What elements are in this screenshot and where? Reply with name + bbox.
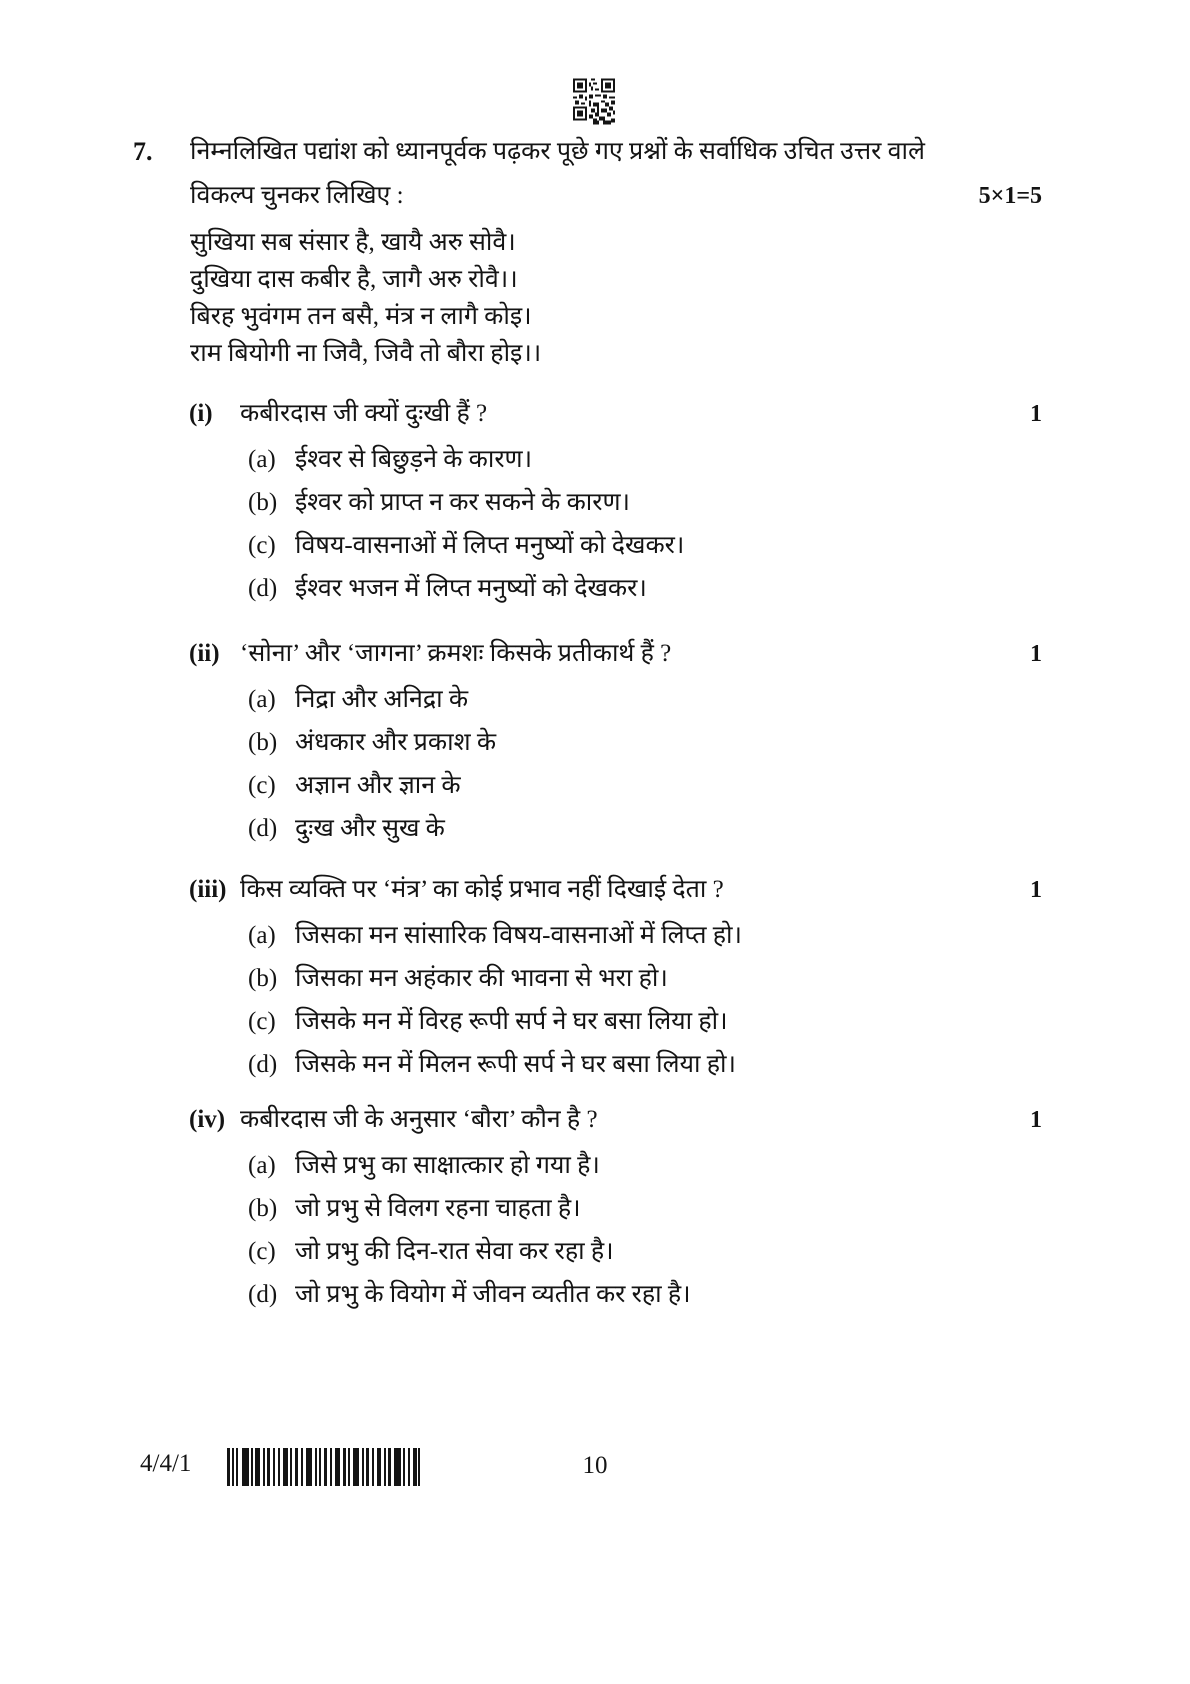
sub-question-number: (iii) — [189, 876, 227, 903]
option-row — [133, 524, 1042, 567]
option-row — [133, 721, 1042, 764]
option-label: (a) — [248, 686, 276, 713]
option-label: (c) — [248, 1008, 276, 1035]
option-text: ईश्वर को प्राप्त न कर सकने के कारण। — [295, 489, 631, 516]
qr-code-icon — [573, 78, 615, 125]
option-row — [133, 567, 1042, 610]
option-label: (b) — [248, 729, 278, 756]
option-row — [133, 1187, 1042, 1230]
option-label: (a) — [248, 922, 276, 949]
poem-passage — [190, 224, 1042, 372]
option-label: (c) — [248, 1238, 276, 1265]
sub-question-marks: 1 — [1030, 401, 1042, 427]
sub-question-number: (iv) — [189, 1106, 226, 1133]
option-text: जिसके मन में विरह रूपी सर्प ने घर बसा लिया हो। — [295, 1008, 728, 1035]
sub-question-iii — [133, 868, 1042, 1086]
option-text: अंधकार और प्रकाश के — [295, 729, 497, 756]
option-label: (b) — [248, 1195, 278, 1222]
option-text: ईश्वर भजन में लिप्त मनुष्यों को देखकर। — [295, 575, 647, 602]
total-marks: 5×1=5 — [978, 183, 1042, 209]
option-label: (a) — [248, 446, 276, 473]
option-row — [133, 914, 1042, 957]
sub-question-i — [133, 392, 1042, 610]
option-text: जिसका मन सांसारिक विषय-वासनाओं में लिप्त हो। — [295, 922, 742, 949]
option-row — [133, 678, 1042, 721]
option-text: दुःख और सुख के — [295, 815, 445, 842]
page-number: 10 — [582, 1452, 608, 1479]
option-label: (d) — [248, 815, 278, 842]
option-text: जिसका मन अहंकार की भावना से भरा हो। — [295, 965, 668, 992]
option-label: (c) — [248, 772, 276, 799]
poem-line: बिरह भुवंगम तन बसै, मंत्र न लागै कोइ। — [190, 303, 532, 330]
question-7-block — [133, 130, 1042, 1316]
option-label: (d) — [248, 575, 278, 602]
sub-question-text: किस व्यक्ति पर ‘मंत्र’ का कोई प्रभाव नहीं दिखाई देता ? — [240, 876, 724, 903]
option-text: जिसे प्रभु का साक्षात्कार हो गया है। — [295, 1152, 600, 1179]
option-row — [133, 764, 1042, 807]
option-label: (d) — [248, 1051, 278, 1078]
instruction-line-1: निम्नलिखित पद्यांश को ध्यानपूर्वक पढ़कर पूछे गए प्रश्नों के सर्वाधिक उचित उत्तर वाले — [190, 138, 925, 165]
option-text: अज्ञान और ज्ञान के — [295, 772, 461, 799]
poem-line: सुखिया सब संसार है, खायै अरु सोवै। — [190, 229, 516, 256]
option-label: (c) — [248, 532, 276, 559]
poem-line: राम बियोगी ना जिवै, जिवै तो बौरा होइ।। — [190, 340, 542, 367]
sub-question-text: कबीरदास जी के अनुसार ‘बौरा’ कौन है ? — [240, 1106, 598, 1133]
option-label: (b) — [248, 489, 278, 516]
sub-question-marks: 1 — [1030, 1107, 1042, 1133]
option-label: (a) — [248, 1152, 276, 1179]
option-row — [133, 1230, 1042, 1273]
option-text: जो प्रभु से विलग रहना चाहता है। — [295, 1195, 581, 1222]
option-text: विषय-वासनाओं में लिप्त मनुष्यों को देखकर। — [295, 532, 685, 559]
question-number: 7. — [133, 137, 153, 166]
sub-question-text: ‘सोना’ और ‘जागना’ क्रमशः किसके प्रतीकार्थ हैं ? — [240, 640, 672, 667]
option-row — [133, 1043, 1042, 1086]
option-text: निद्रा और अनिद्रा के — [295, 686, 469, 713]
poem-line: दुखिया दास कबीर है, जागै अरु रोवै।। — [190, 266, 518, 293]
option-text: जिसके मन में मिलन रूपी सर्प ने घर बसा लिया हो। — [295, 1051, 737, 1078]
instruction-line-2: विकल्प चुनकर लिखिए : — [190, 182, 404, 209]
option-row — [133, 957, 1042, 1000]
sub-question-iv — [133, 1098, 1042, 1316]
sub-question-text: कबीरदास जी क्यों दुःखी हैं ? — [240, 400, 488, 427]
option-label: (b) — [248, 965, 278, 992]
question-header — [133, 130, 1042, 218]
paper-code: 4/4/1 — [140, 1450, 192, 1477]
option-row — [133, 481, 1042, 524]
option-text: ईश्वर से बिछुड़ने के कारण। — [295, 446, 533, 473]
option-row — [133, 1144, 1042, 1187]
sub-question-marks: 1 — [1030, 641, 1042, 667]
sub-question-number: (ii) — [189, 640, 220, 667]
option-row — [133, 1273, 1042, 1316]
sub-question-number: (i) — [189, 400, 213, 427]
option-row — [133, 807, 1042, 850]
option-row — [133, 1000, 1042, 1043]
sub-question-marks: 1 — [1030, 877, 1042, 903]
sub-question-ii — [133, 632, 1042, 850]
option-text: जो प्रभु की दिन-रात सेवा कर रहा है। — [295, 1238, 614, 1265]
option-text: जो प्रभु के वियोग में जीवन व्यतीत कर रहा है। — [295, 1281, 691, 1308]
option-row — [133, 438, 1042, 481]
option-label: (d) — [248, 1281, 278, 1308]
